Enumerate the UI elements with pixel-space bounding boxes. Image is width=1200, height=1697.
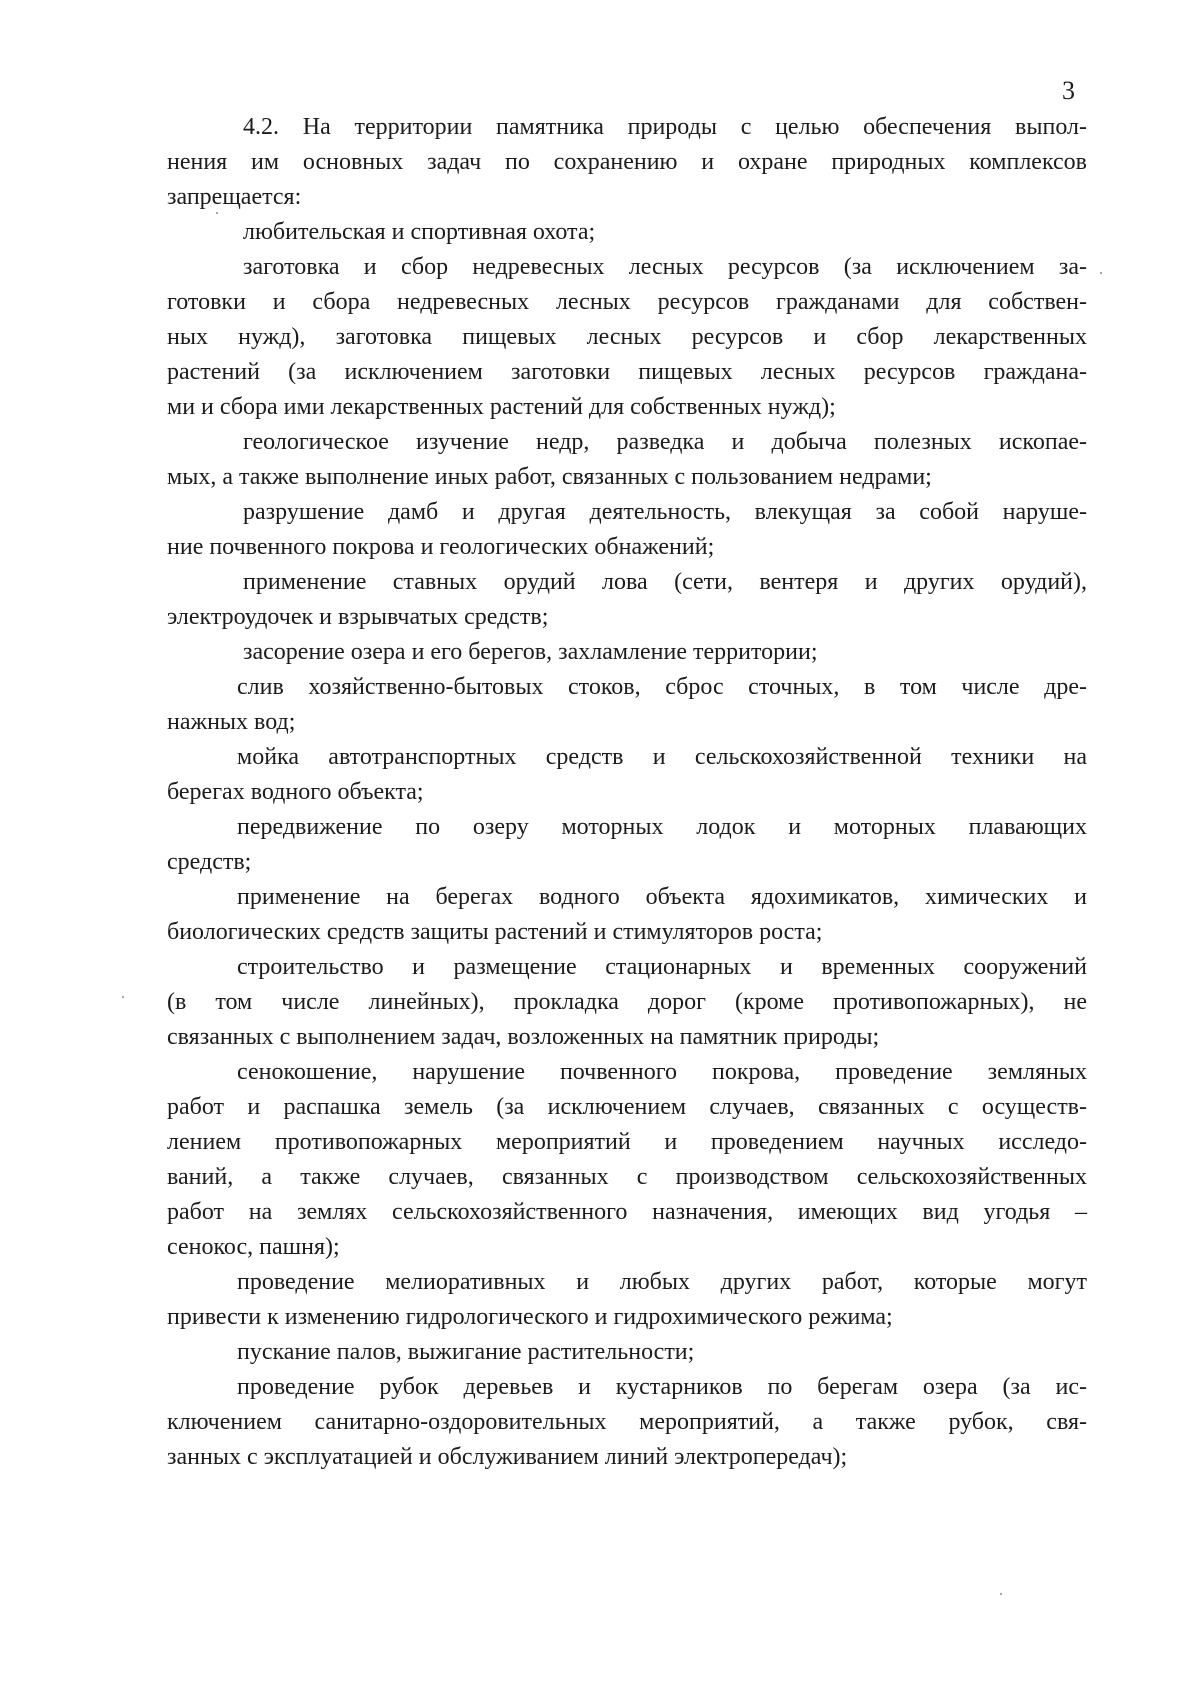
text-line: работ на землях сельскохозяйственного назначения, имеющих вид угодья – <box>167 1199 1087 1225</box>
text-line: работ и распашка земель (за исключением случаев, связанных с осуществ- <box>167 1094 1087 1120</box>
paragraph <box>167 1335 1087 1370</box>
text-line: сенокос, пашня); <box>167 1234 340 1260</box>
text-line: нажных вод; <box>167 709 296 735</box>
text-line: связанных с выполнением задач, возложенных на памятник природы; <box>167 1024 880 1050</box>
text-line: 4.2. На территории памятника природы с целью обеспечения выпол- <box>243 114 1087 140</box>
text-line: мойка автотранспортных средств и сельскохозяйственной техники на <box>237 744 1087 770</box>
paragraph <box>167 250 1087 425</box>
text-line: сенокошение, нарушение почвенного покрова, проведение земляных <box>237 1059 1087 1085</box>
text-line: применение ставных орудий лова (сети, вентеря и других орудий), <box>243 569 1087 595</box>
text-line: готовки и сбора недревесных лесных ресурсов гражданами для собствен- <box>167 289 1087 315</box>
text-line: строительство и размещение стационарных и временных сооружений <box>237 954 1087 980</box>
scan-speck <box>122 996 124 998</box>
page-number: 3 <box>1062 76 1075 105</box>
scan-speck <box>216 212 218 214</box>
paragraph <box>167 110 1087 215</box>
text-line: занных с эксплуатацией и обслуживанием линий электропередач); <box>167 1444 848 1470</box>
text-line: разрушение дамб и другая деятельность, влекущая за собой наруше- <box>243 499 1087 525</box>
text-line: растений (за исключением заготовки пищевых лесных ресурсов граждана- <box>167 359 1087 385</box>
paragraph <box>167 670 1087 740</box>
text-line: передвижение по озеру моторных лодок и моторных плавающих <box>237 814 1087 840</box>
paragraph <box>167 635 1087 670</box>
text-line: проведение мелиоративных и любых других работ, которые могут <box>237 1269 1087 1295</box>
paragraph <box>167 565 1087 635</box>
text-line: применение на берегах водного объекта ядохимикатов, химических и <box>237 884 1087 910</box>
text-line: привести к изменению гидрологического и гидрохимического режима; <box>167 1304 893 1330</box>
text-line: ключением санитарно-оздоровительных мероприятий, а также рубок, свя- <box>167 1409 1087 1435</box>
text-line: геологическое изучение недр, разведка и добыча полезных ископае- <box>243 429 1087 455</box>
paragraph <box>167 950 1087 1055</box>
text-line: (в том числе линейных), прокладка дорог (кроме противопожарных), не <box>167 989 1087 1015</box>
text-line: мых, а также выполнение иных работ, связанных с пользованием недрами; <box>167 464 932 490</box>
text-line: запрещается: <box>167 184 302 210</box>
document-body <box>167 110 1087 1475</box>
paragraph <box>167 425 1087 495</box>
text-line: берегах водного объекта; <box>167 779 424 805</box>
text-line: биологических средств защиты растений и стимуляторов роста; <box>167 919 823 945</box>
text-line: электроудочек и взрывчатых средств; <box>167 604 549 630</box>
paragraph <box>167 495 1087 565</box>
text-line: лением противопожарных мероприятий и проведением научных исследо- <box>167 1129 1087 1155</box>
scan-speck <box>1000 1593 1002 1595</box>
text-line: средств; <box>167 849 252 875</box>
text-line: пускание палов, выжигание растительности; <box>237 1339 695 1365</box>
paragraph <box>167 1055 1087 1265</box>
text-line: ваний, а также случаев, связанных с производством сельскохозяйственных <box>167 1164 1087 1190</box>
scan-speck <box>1100 272 1102 274</box>
text-line: заготовка и сбор недревесных лесных ресурсов (за исключением за- <box>243 254 1087 280</box>
paragraph <box>167 880 1087 950</box>
paragraph <box>167 740 1087 810</box>
text-line: нения им основных задач по сохранению и охране природных комплексов <box>167 149 1087 175</box>
text-line: слив хозяйственно-бытовых стоков, сброс сточных, в том числе дре- <box>237 674 1087 700</box>
text-line: ми и сбора ими лекарственных растений для собственных нужд); <box>167 394 836 420</box>
paragraph <box>167 215 1087 250</box>
paragraph <box>167 810 1087 880</box>
paragraph <box>167 1370 1087 1475</box>
text-line: ных нужд), заготовка пищевых лесных ресурсов и сбор лекарственных <box>167 324 1087 350</box>
paragraph <box>167 1265 1087 1335</box>
text-line: проведение рубок деревьев и кустарников по берегам озера (за ис- <box>237 1374 1087 1400</box>
text-line: засорение озера и его берегов, захламление территории; <box>243 639 818 665</box>
text-line: любительская и спортивная охота; <box>243 219 596 245</box>
text-line: ние почвенного покрова и геологических обнажений; <box>167 534 715 560</box>
